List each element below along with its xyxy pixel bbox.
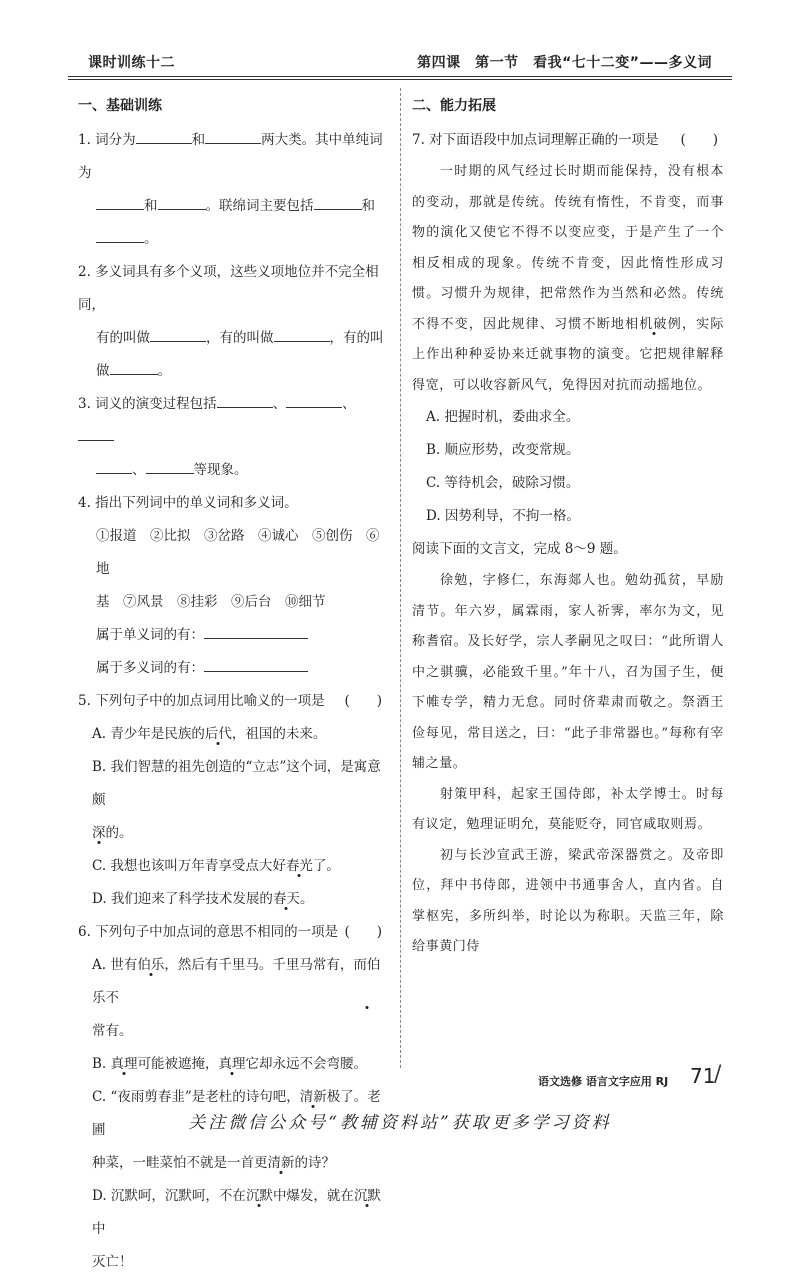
option-a: ，然后有千里马。千里马常有，而 (164, 957, 367, 973)
blank[interactable] (110, 360, 158, 375)
blank[interactable] (96, 195, 144, 210)
watermark: 关注微信公众号“教辅资料站”获取更多学习资料 (188, 1113, 612, 1133)
classical-passage-2: 射策甲科，起家王国侍郎，补太学博士。时每有议定，勉理证明允，莫能贬夺，同官咸取则焉。 (412, 786, 724, 832)
answer-line[interactable] (204, 624, 308, 639)
column-divider (400, 88, 401, 1068)
q1-text: 。 (144, 231, 158, 247)
option-d: D. 我们迎来了科学技术发展的 (92, 891, 273, 907)
dotted-word: 伯乐 (137, 957, 165, 973)
option-c: C. 我想也该叫万年青享受点大好 (92, 858, 286, 874)
question-4 (78, 487, 388, 685)
passage-text: 一时期的风气经过长时期而能保持，没有根本的变动，那就是传统。传统有惰性，不肯变，而事物的演化又使它不得不以变应变，于是产生了一个相反相成的现象。传统不肯变，因此惰性形成习惯。习惯升为规律，把常然作为当然和必然。传统不得不变，因此规律、习惯不断地 (412, 164, 724, 332)
header-rule-thin (68, 79, 732, 80)
blank[interactable] (136, 129, 192, 144)
option-b: 的。 (105, 825, 133, 841)
q4-items: 基 ⑦风景 ⑧挂彩 ⑨后台 ⑩细节 (96, 594, 326, 610)
option-d: 中爆发，就在 (272, 1188, 354, 1204)
section-basic: 一、基础训练 (78, 98, 162, 114)
answer-line[interactable] (204, 657, 308, 672)
blank[interactable] (146, 459, 194, 474)
option-c: C. “夜雨剪春韭”是老杜的诗句吧， (92, 1089, 300, 1105)
dotted-word: 清新 (267, 1155, 295, 1171)
option-a: A. 把握时机，委曲求全。 (426, 409, 580, 425)
q1-text: 两大类。其中单纯词为 (78, 132, 383, 181)
q1-text: 。联绵词主要包括 (205, 198, 314, 214)
q1-text: 1. 词分为 (78, 132, 136, 148)
q1-text: 和 (144, 198, 158, 214)
classical-passage-3: 初与长沙宣武王游，梁武帝深器赏之。及帝即位，拜中书侍郎，进领中书通事舍人，直内省。自掌枢宪，多所纠举，时论以为称职。天监三年，除给事黄门侍 (412, 847, 724, 954)
q3-text: 等现象。 (193, 462, 248, 478)
header-rule (68, 76, 732, 77)
page-slash: / (714, 1062, 722, 1087)
lesson-title: 课时训练十二 (88, 55, 175, 71)
q1-text: 和 (361, 198, 375, 214)
option-d: D. 沉默呵，沉默呵，不在 (92, 1188, 246, 1204)
option-b: B. 我们智慧的祖先创造的“立志”这个词，是寓意颇 (92, 759, 381, 808)
option-a: ，祖国的未来。 (231, 726, 327, 742)
q3-text: 、 (272, 396, 287, 412)
question-5 (78, 685, 388, 916)
dotted-word: 相机破例 (625, 316, 682, 332)
option-c: 了。 (312, 858, 340, 874)
passage-text: ，实际上作出种种妥协来迁就事物的演变。它把规律解释得宽，可以收容新风气，免得因对抗而动摇地位。 (412, 316, 724, 393)
q4-items: ①报道 ②比拟 ③岔路 ④诚心 ⑤创伤 ⑥地 (96, 528, 380, 577)
q2-text: 。 (157, 363, 171, 379)
option-c: 的诗？ (294, 1155, 335, 1171)
chapter-title: 第四课 第一节 看我“七十二变”——多义词 (417, 55, 712, 71)
blank[interactable] (158, 195, 206, 210)
question-7 (412, 124, 724, 533)
option-a: A. 青少年是民族的 (92, 726, 205, 742)
q7-title: 7. 对下面语段中加点词理解正确的一项是 (412, 132, 659, 148)
dotted-word: 真理 (110, 1056, 138, 1072)
q3-text: 、 (132, 462, 146, 478)
q3-text: 、 (342, 396, 356, 412)
dotted-word: 春天 (272, 891, 300, 907)
option-d: D. 因势利导，不拘一格。 (426, 508, 580, 524)
option-c: 极了。老圃 (92, 1089, 381, 1138)
question-3 (78, 388, 388, 487)
dotted-word: 伯乐 (92, 957, 381, 1006)
question-2 (78, 256, 388, 388)
option-b: 可能被遮掩， (137, 1056, 219, 1072)
right-column (412, 92, 724, 963)
dotted-word: 沉默 (245, 1188, 273, 1204)
option-d: 。 (299, 891, 314, 907)
question-6 (78, 916, 388, 1279)
answer-paren[interactable]: ( ) (680, 132, 718, 148)
option-a: A. 世有 (92, 957, 138, 973)
page-number: 71 (690, 1064, 716, 1088)
option-d: 灭亡！ (92, 1254, 133, 1270)
blank[interactable] (150, 327, 206, 342)
book-tag: 语文选修 语言文字应用 RJ (538, 1075, 669, 1088)
section-extension: 二、能力拓展 (412, 98, 496, 114)
option-a: 常有。 (92, 1023, 133, 1039)
blank[interactable] (286, 393, 342, 408)
classical-passage-1: 徐勉，字修仁，东海郯人也。勉幼孤贫，早励清节。年六岁，属霖雨，家人祈霁，率尔为文，见称耆宿。及长好学，宗人孝嗣见之叹曰：“此所谓人中之骐骥，必能致千里。”年十八，召为国子生，便下帷专学，精力无怠。同时侪辈肃而敬之。祭酒王俭每见，常目送之，曰：“此子非常器也。”每称有宰辅之量。 (412, 573, 724, 771)
q2-text: ，有的叫 (329, 330, 384, 346)
q7-passage (412, 157, 724, 401)
option-c: C. 等待机会，破除习惯。 (426, 475, 580, 491)
blank[interactable] (96, 228, 144, 243)
option-d: 中 (92, 1221, 106, 1237)
blank[interactable] (314, 195, 362, 210)
blank[interactable] (78, 426, 114, 441)
dotted-word: 春光 (285, 858, 313, 874)
question-1 (78, 124, 388, 256)
dotted-word: 深 (92, 825, 106, 841)
q2-text: 有的叫做 (96, 330, 150, 346)
option-c: 种菜，一畦菜怕不就是一首更 (92, 1155, 268, 1171)
dotted-word: 后代 (204, 726, 232, 742)
q2-text: 做 (96, 363, 110, 379)
reading-instruction: 阅读下面的文言文，完成 8～9 题。 (412, 541, 627, 557)
blank[interactable] (205, 129, 261, 144)
q3-text: 3. 词义的演变过程包括 (78, 396, 217, 412)
q2-text: ，有的叫做 (206, 330, 274, 346)
option-b: 它却永远不会弯腰。 (245, 1056, 368, 1072)
dotted-word: 清新 (299, 1089, 327, 1105)
dotted-word: 沉默 (353, 1188, 381, 1204)
answer-paren[interactable]: ( ) (344, 924, 382, 940)
option-b: B. (92, 1056, 111, 1072)
q6-title: 6. 下列句子中加点词的意思不相同的一项是 (78, 924, 339, 940)
dotted-word: 真理 (218, 1056, 246, 1072)
blank[interactable] (274, 327, 330, 342)
q5-title: 5. 下列句子中的加点词用比喻义的一项是 (78, 693, 325, 709)
q4-single-label: 属于单义词的有： (96, 627, 204, 643)
q4-multi-label: 属于多义词的有： (96, 660, 204, 676)
q2-text: 2. 多义词具有多个义项，这些义项地位并不完全相同， (78, 264, 379, 313)
answer-paren[interactable]: ( ) (344, 693, 382, 709)
blank[interactable] (217, 393, 273, 408)
option-a: 不 (105, 990, 119, 1006)
left-column (78, 92, 388, 1279)
q1-text: 和 (191, 132, 206, 148)
q4-title: 4. 指出下列词中的单义词和多义词。 (78, 495, 298, 511)
option-b: B. 顺应形势，改变常规。 (426, 442, 580, 458)
blank[interactable] (96, 459, 132, 474)
